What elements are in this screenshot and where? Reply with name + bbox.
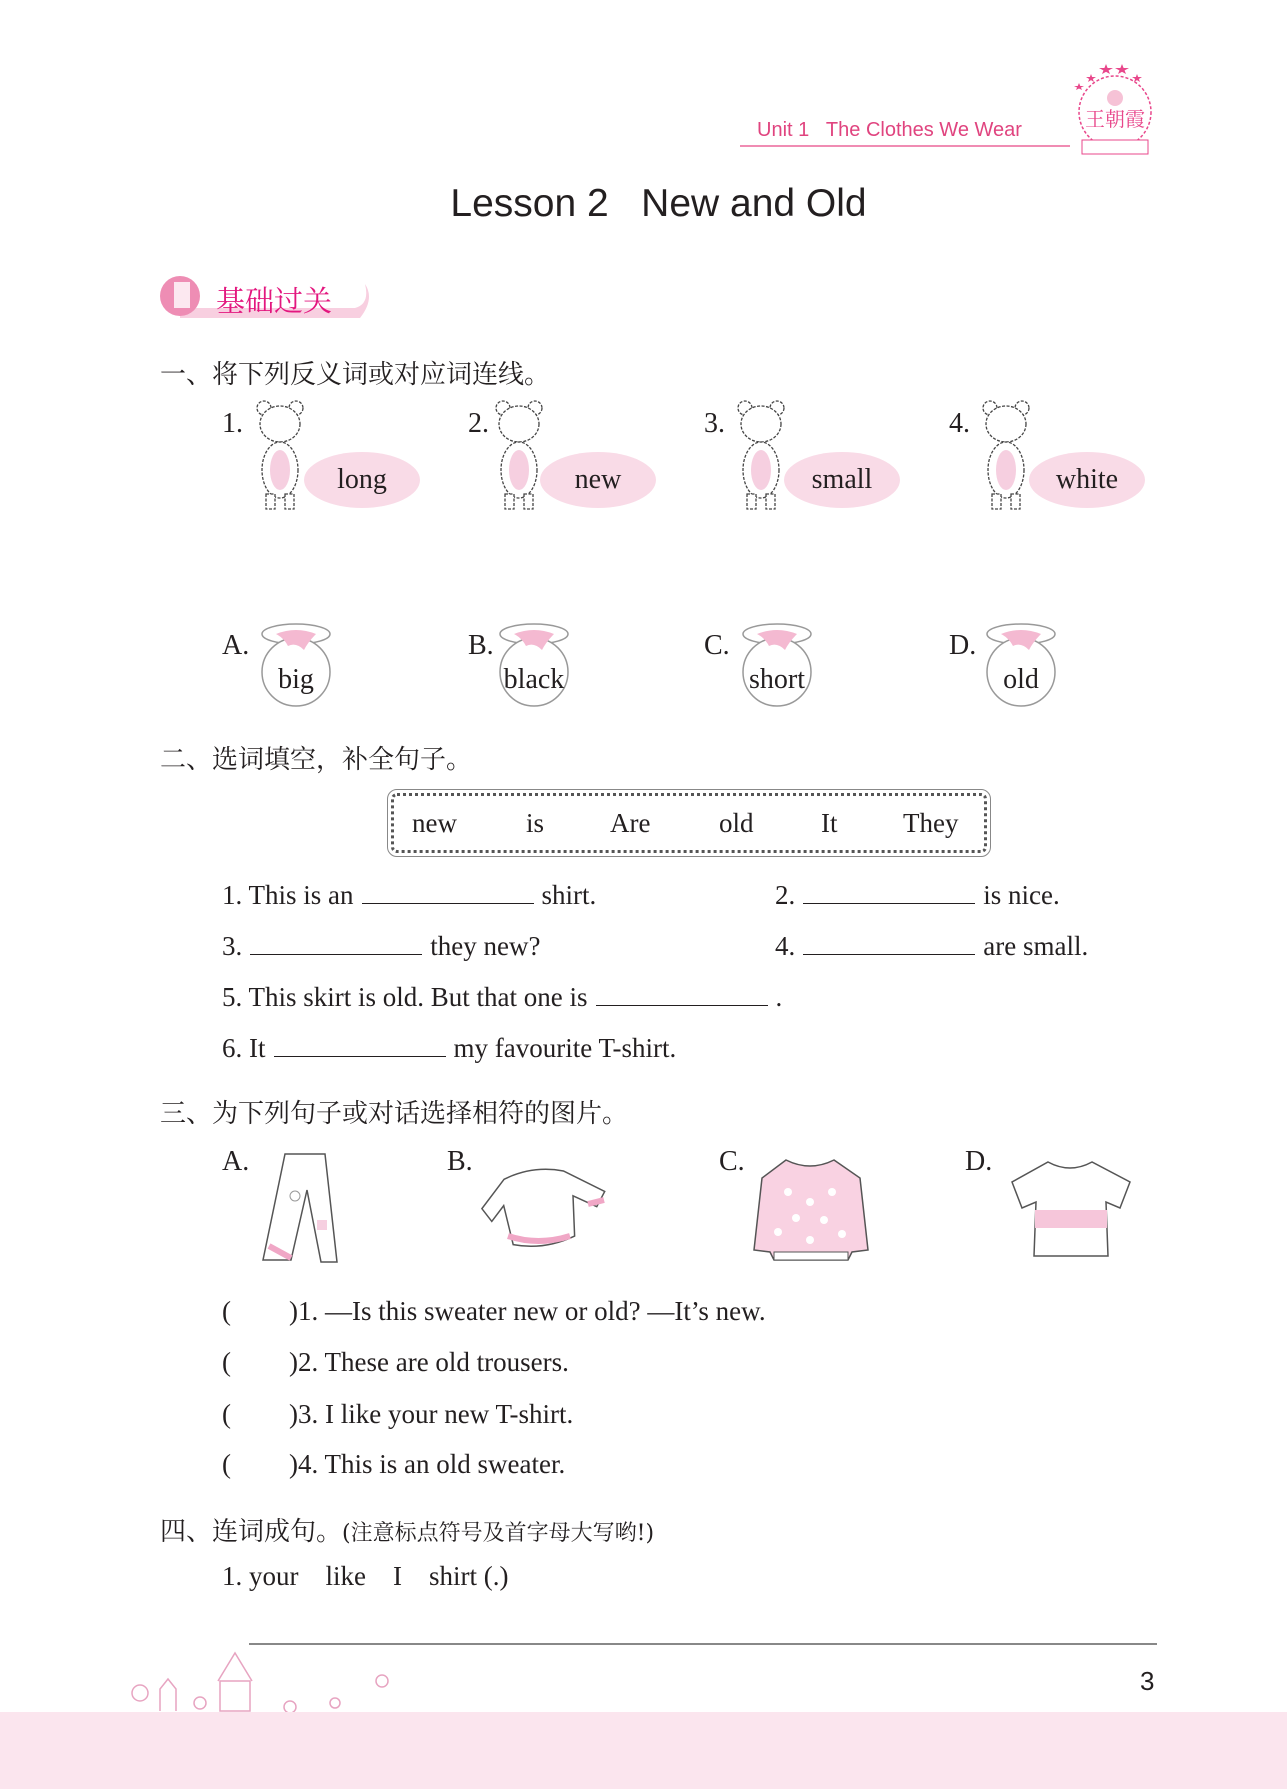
reorder-item-1: 1. your like I shirt (.) (222, 1561, 509, 1591)
page-title: Lesson 2 New and Old (450, 182, 867, 225)
sentence-5: 5. This skirt is old. But that one is . (222, 982, 783, 1012)
blank-input[interactable] (362, 882, 534, 904)
town-illustration (120, 1645, 400, 1715)
section4-note: (注意标点符号及首字母大写哟!) (342, 1521, 655, 1546)
header-rule (740, 145, 1070, 147)
old-trousers-icon (255, 1150, 345, 1268)
option-letter: C. (704, 630, 730, 661)
bear-icon (491, 398, 551, 513)
word-oval: long (304, 452, 420, 508)
word-bank (391, 793, 987, 853)
blank-input[interactable] (803, 933, 975, 955)
sentence-1: 1. This is an shirt. (222, 880, 597, 910)
item-number: 1. (222, 408, 243, 439)
sentence-3: 3. they new? (222, 931, 541, 961)
bear-icon (252, 398, 312, 513)
word-oval: small (784, 452, 900, 508)
sentence-4: 4. are small. (775, 931, 1089, 961)
svg-text:王朝霞: 王朝霞 (1085, 107, 1145, 131)
word-bank-word: They (903, 808, 959, 838)
word-bank-word: is (526, 808, 545, 838)
bear-icon (978, 398, 1038, 513)
option-letter: D. (949, 630, 977, 661)
answer-paren[interactable]: ( (222, 1399, 231, 1429)
question-4: ( )4. This is an old sweater. (222, 1449, 566, 1479)
word-bank-word: old (719, 808, 754, 838)
sentence-2: 2. is nice. (775, 880, 1060, 910)
brand-logo (1068, 60, 1162, 156)
answer-paren[interactable]: ( (222, 1449, 231, 1479)
word-bank-word: Are (610, 808, 651, 838)
section3-heading: 三、为下列句子或对话选择相符的图片。 (160, 1099, 629, 1129)
section2-heading: 二、选词填空，补全句子。 (160, 745, 473, 775)
footer-band (0, 1712, 1287, 1789)
question-1: ( )1. —Is this sweater new or old? —It’s new. (222, 1296, 766, 1326)
question-3: ( )3. I like your new T-shirt. (222, 1399, 574, 1429)
pot-word: big (278, 664, 314, 695)
tshirt-icon (1008, 1158, 1134, 1262)
unit-number: Unit 1 (757, 119, 810, 141)
section1-heading: 一、将下列反义词或对应词连线。 (160, 360, 551, 390)
question-2: ( )2. These are old trousers. (222, 1347, 569, 1377)
old-sweater-icon (478, 1160, 613, 1250)
blank-input[interactable] (596, 984, 768, 1006)
word-oval: white (1029, 452, 1145, 508)
answer-paren[interactable]: ( (222, 1296, 231, 1326)
sentence-6: 6. It my favourite T-shirt. (222, 1033, 677, 1063)
picture-letter: A. (222, 1146, 250, 1177)
section4-heading: 四、连词成句。(注意标点符号及首字母大写哟!) (160, 1517, 655, 1547)
answer-paren[interactable]: ( (222, 1347, 231, 1377)
new-sweater-icon (748, 1152, 873, 1268)
pot-word: short (749, 664, 805, 695)
option-letter: B. (468, 630, 494, 661)
pot-word: old (1003, 664, 1039, 695)
unit-title: The Clothes We Wear (825, 119, 1022, 141)
page-number: 3 (1140, 1666, 1155, 1696)
blank-input[interactable] (803, 882, 975, 904)
word-bank-word: It (821, 808, 838, 838)
picture-letter: D. (965, 1146, 993, 1177)
bear-icon (733, 398, 793, 513)
word-bank-word: new (412, 808, 457, 838)
picture-letter: C. (719, 1146, 745, 1177)
item-number: 2. (468, 408, 489, 439)
blank-input[interactable] (274, 1035, 446, 1057)
pot-word: black (503, 664, 565, 695)
unit-header (757, 119, 1022, 142)
item-number: 4. (949, 408, 970, 439)
badge-label: 基础过关 (216, 284, 333, 318)
item-number: 3. (704, 408, 725, 439)
word-oval: new (540, 452, 656, 508)
option-letter: A. (222, 630, 250, 661)
picture-letter: B. (447, 1146, 473, 1177)
blank-input[interactable] (250, 933, 422, 955)
